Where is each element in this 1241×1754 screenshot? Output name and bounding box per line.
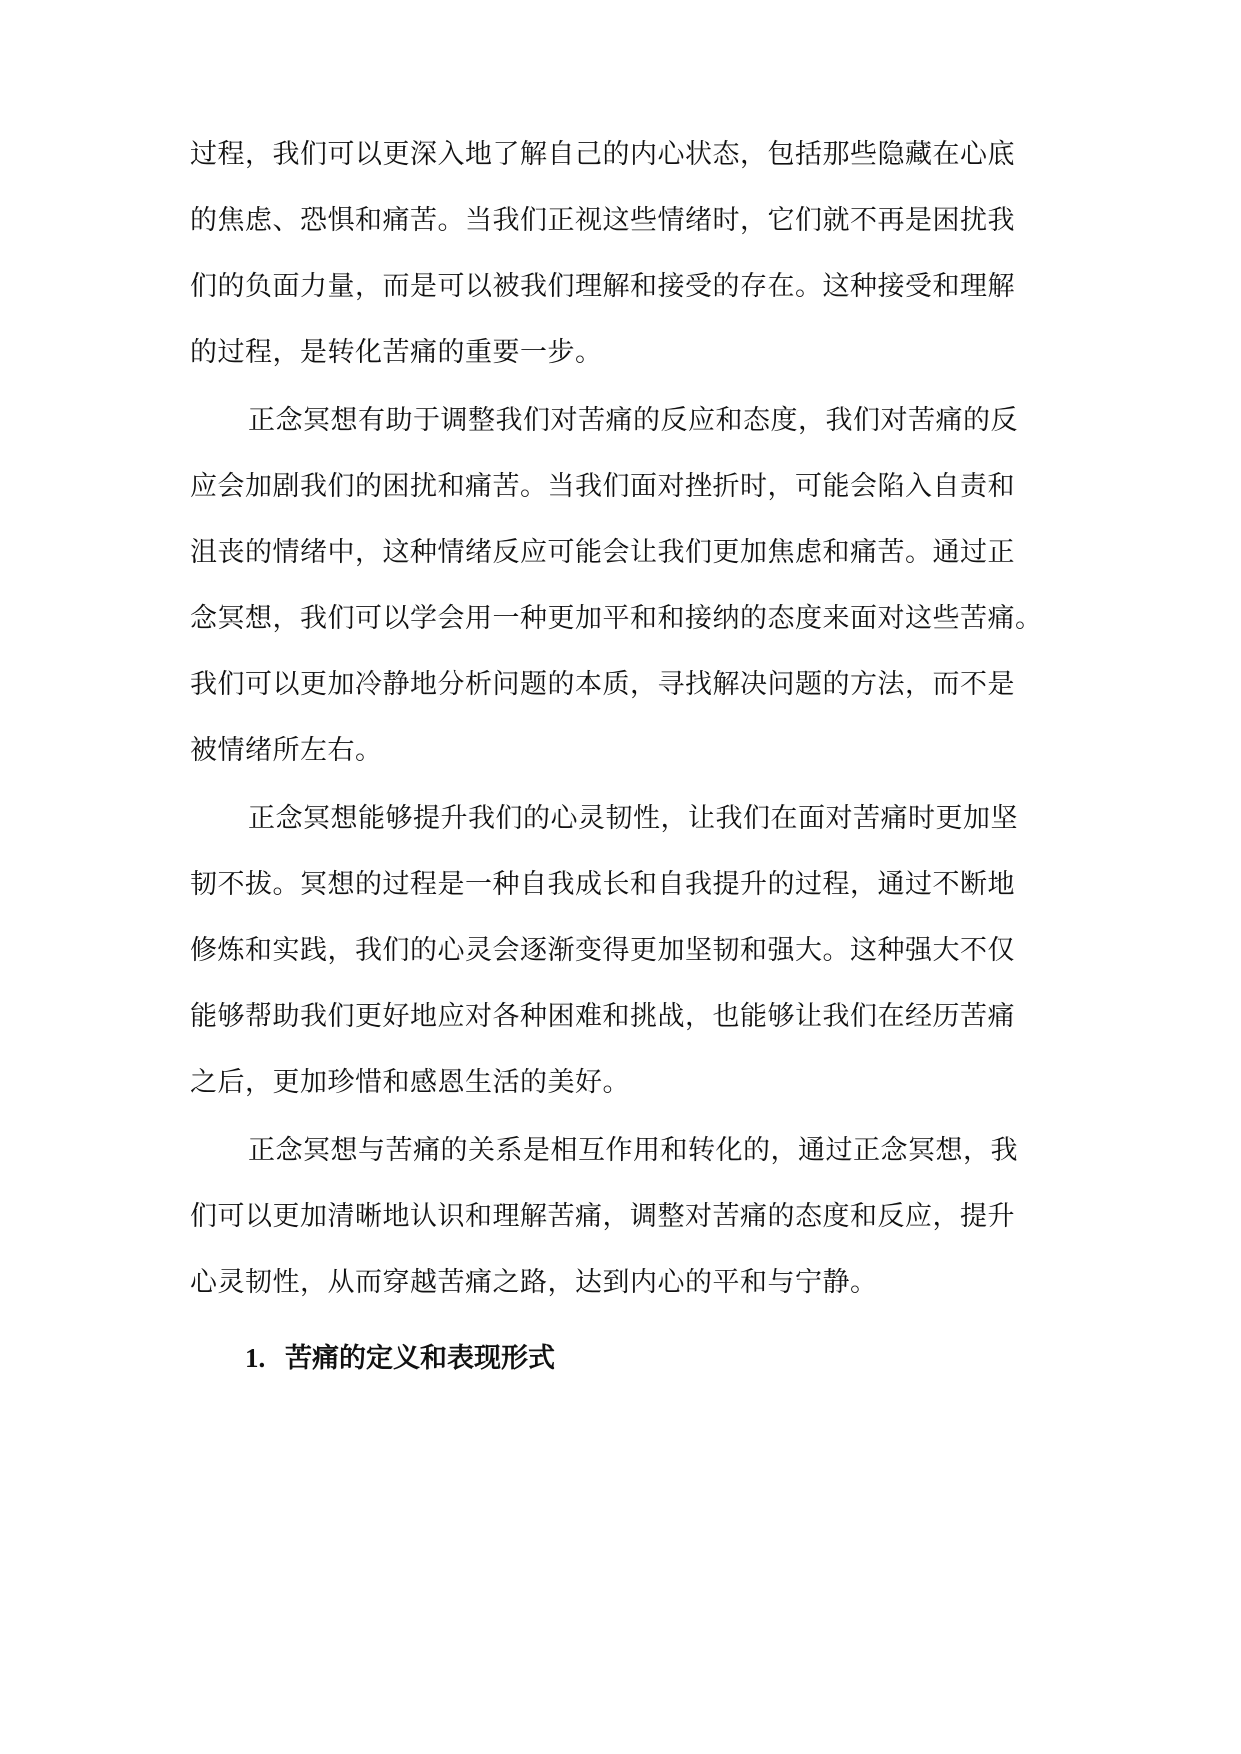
paragraph-line: 被情绪所左右。 [190, 735, 383, 766]
paragraph-line: 过程，我们可以更深入地了解自己的内心状态，包括那些隐藏在心底 [190, 139, 1015, 170]
paragraph-line: 的焦虑、恐惧和痛苦。当我们正视这些情绪时，它们就不再是困扰我 [190, 205, 1015, 236]
paragraph-line: 正念冥想与苦痛的关系是相互作用和转化的，通过正念冥想，我 [248, 1135, 1018, 1166]
paragraph-line: 正念冥想有助于调整我们对苦痛的反应和态度，我们对苦痛的反 [248, 405, 1018, 436]
paragraph-line: 沮丧的情绪中，这种情绪反应可能会让我们更加焦虑和痛苦。通过正 [190, 537, 1015, 568]
paragraph-line: 心灵韧性，从而穿越苦痛之路，达到内心的平和与宁静。 [190, 1267, 878, 1298]
paragraph-line: 们可以更加清晰地认识和理解苦痛，调整对苦痛的态度和反应，提升 [190, 1201, 1015, 1232]
paragraph-line: 修炼和实践，我们的心灵会逐渐变得更加坚韧和强大。这种强大不仅 [190, 935, 1015, 966]
paragraph-line: 念冥想，我们可以学会用一种更加平和和接纳的态度来面对这些苦痛。 [190, 603, 1043, 634]
paragraph-line: 之后，更加珍惜和感恩生活的美好。 [190, 1067, 630, 1098]
paragraph-line: 能够帮助我们更好地应对各种困难和挑战，也能够让我们在经历苦痛 [190, 1001, 1015, 1032]
section-heading [245, 1341, 555, 1376]
paragraph-line: 我们可以更加冷静地分析问题的本质，寻找解决问题的方法，而不是 [190, 669, 1015, 700]
paragraph-line: 们的负面力量，而是可以被我们理解和接受的存在。这种接受和理解 [190, 271, 1015, 302]
paragraph-line: 正念冥想能够提升我们的心灵韧性，让我们在面对苦痛时更加坚 [248, 803, 1018, 834]
paragraph-line: 韧不拔。冥想的过程是一种自我成长和自我提升的过程，通过不断地 [190, 869, 1015, 900]
paragraph-line: 应会加剧我们的困扰和痛苦。当我们面对挫折时，可能会陷入自责和 [190, 471, 1015, 502]
paragraph-line: 的过程，是转化苦痛的重要一步。 [190, 337, 603, 368]
section-heading-text: 苦痛的定义和表现形式 [285, 1343, 555, 1374]
section-heading-number: 1. [245, 1343, 266, 1373]
